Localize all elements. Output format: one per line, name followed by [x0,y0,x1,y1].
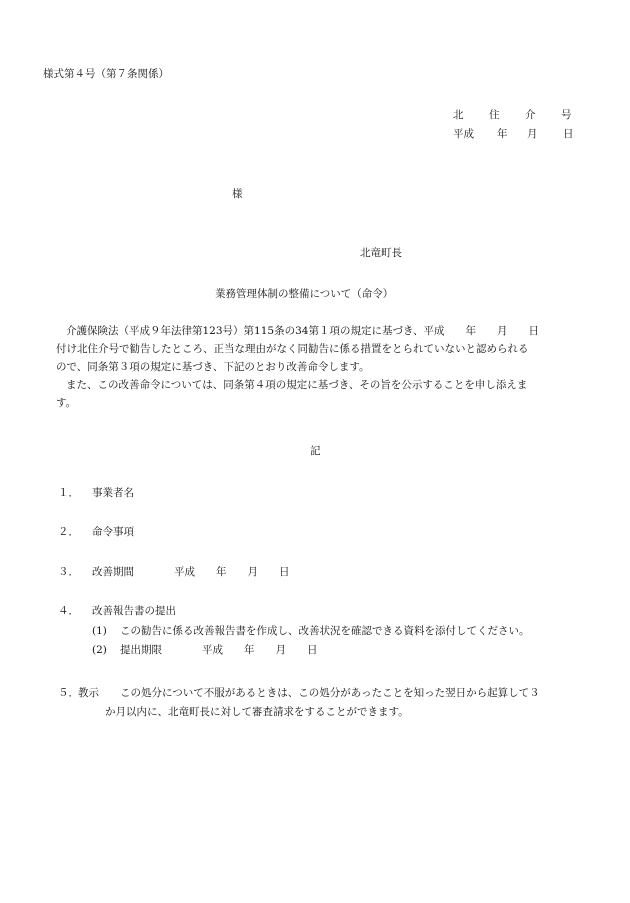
item-order-matters [58,525,134,539]
doc-date-part: 平成 [453,128,474,140]
sub-item-value: 平成 年 月 日 [202,644,318,656]
item-label: 改善期間 [92,566,134,578]
item-label: 命令事項 [92,526,134,538]
document-title: 業務管理体制の整備について（命令） [215,288,394,300]
item-label: 教示 [78,687,99,699]
addressee-suffix: 様 [232,188,243,200]
notice-continuation: か月以内に、北竜町長に対して審査請求をすることができます。 [105,706,409,718]
item-improvement-period [58,565,290,579]
item-number: １． [58,487,79,499]
doc-date-part: 日 [563,128,574,140]
sub-item-number: (1) [92,625,107,637]
ki-heading: 記 [310,445,321,457]
item-instruction [58,686,540,700]
item-business-name [58,486,134,500]
document-date [453,127,574,141]
item-number: ４． [58,605,79,617]
item-number: ２． [58,526,79,538]
doc-number-part: 北 [453,109,464,121]
doc-date-part: 年 [497,128,508,140]
doc-number-part: 介 [525,109,536,121]
body-line: 付け北住介号で勧告したところ、正当な理由がなく同勧告に係る措置をとられていないと認められる [56,343,529,355]
item-value: 平成 年 月 日 [174,566,290,578]
sub-item-number: (2) [92,644,107,656]
form-label: 様式第４号（第７条関係） [43,68,169,80]
issuer: 北竜町長 [360,247,402,259]
item-report-submission [58,604,176,618]
document-number [453,108,572,122]
item-number: ５． [58,687,79,699]
item-label: 事業者名 [92,487,134,499]
sub-item-text: この勧告に係る改善報告書を作成し、改善状況を確認できる資料を添付してください。 [120,625,530,637]
sub-item-text: 提出期限 [120,644,162,656]
body-paragraph-2 [56,376,588,412]
body-line: 介護保険法（平成９年法律第123号）第115条の34第１項の規定に基づき、平成 年 月 日 [66,325,540,337]
doc-date-part: 月 [527,128,538,140]
notice-line: この処分について不服があるときは、この処分があったことを知った翌日から起算して３ [120,687,540,699]
item-label: 改善報告書の提出 [92,605,176,617]
body-line: ので、同条第３項の規定に基づき、下記のとおり改善命令します。 [56,361,370,373]
item-number: ３． [58,566,79,578]
body-line: また、この改善命令については、同条第４項の規定に基づき、その旨を公示することを申し添えま [66,379,528,391]
sub-item-report [92,624,530,638]
body-line: す。 [56,397,77,409]
doc-number-part: 号 [561,109,572,121]
sub-item-deadline [92,643,318,657]
body-paragraph-1 [56,322,588,376]
doc-number-part: 住 [489,109,500,121]
